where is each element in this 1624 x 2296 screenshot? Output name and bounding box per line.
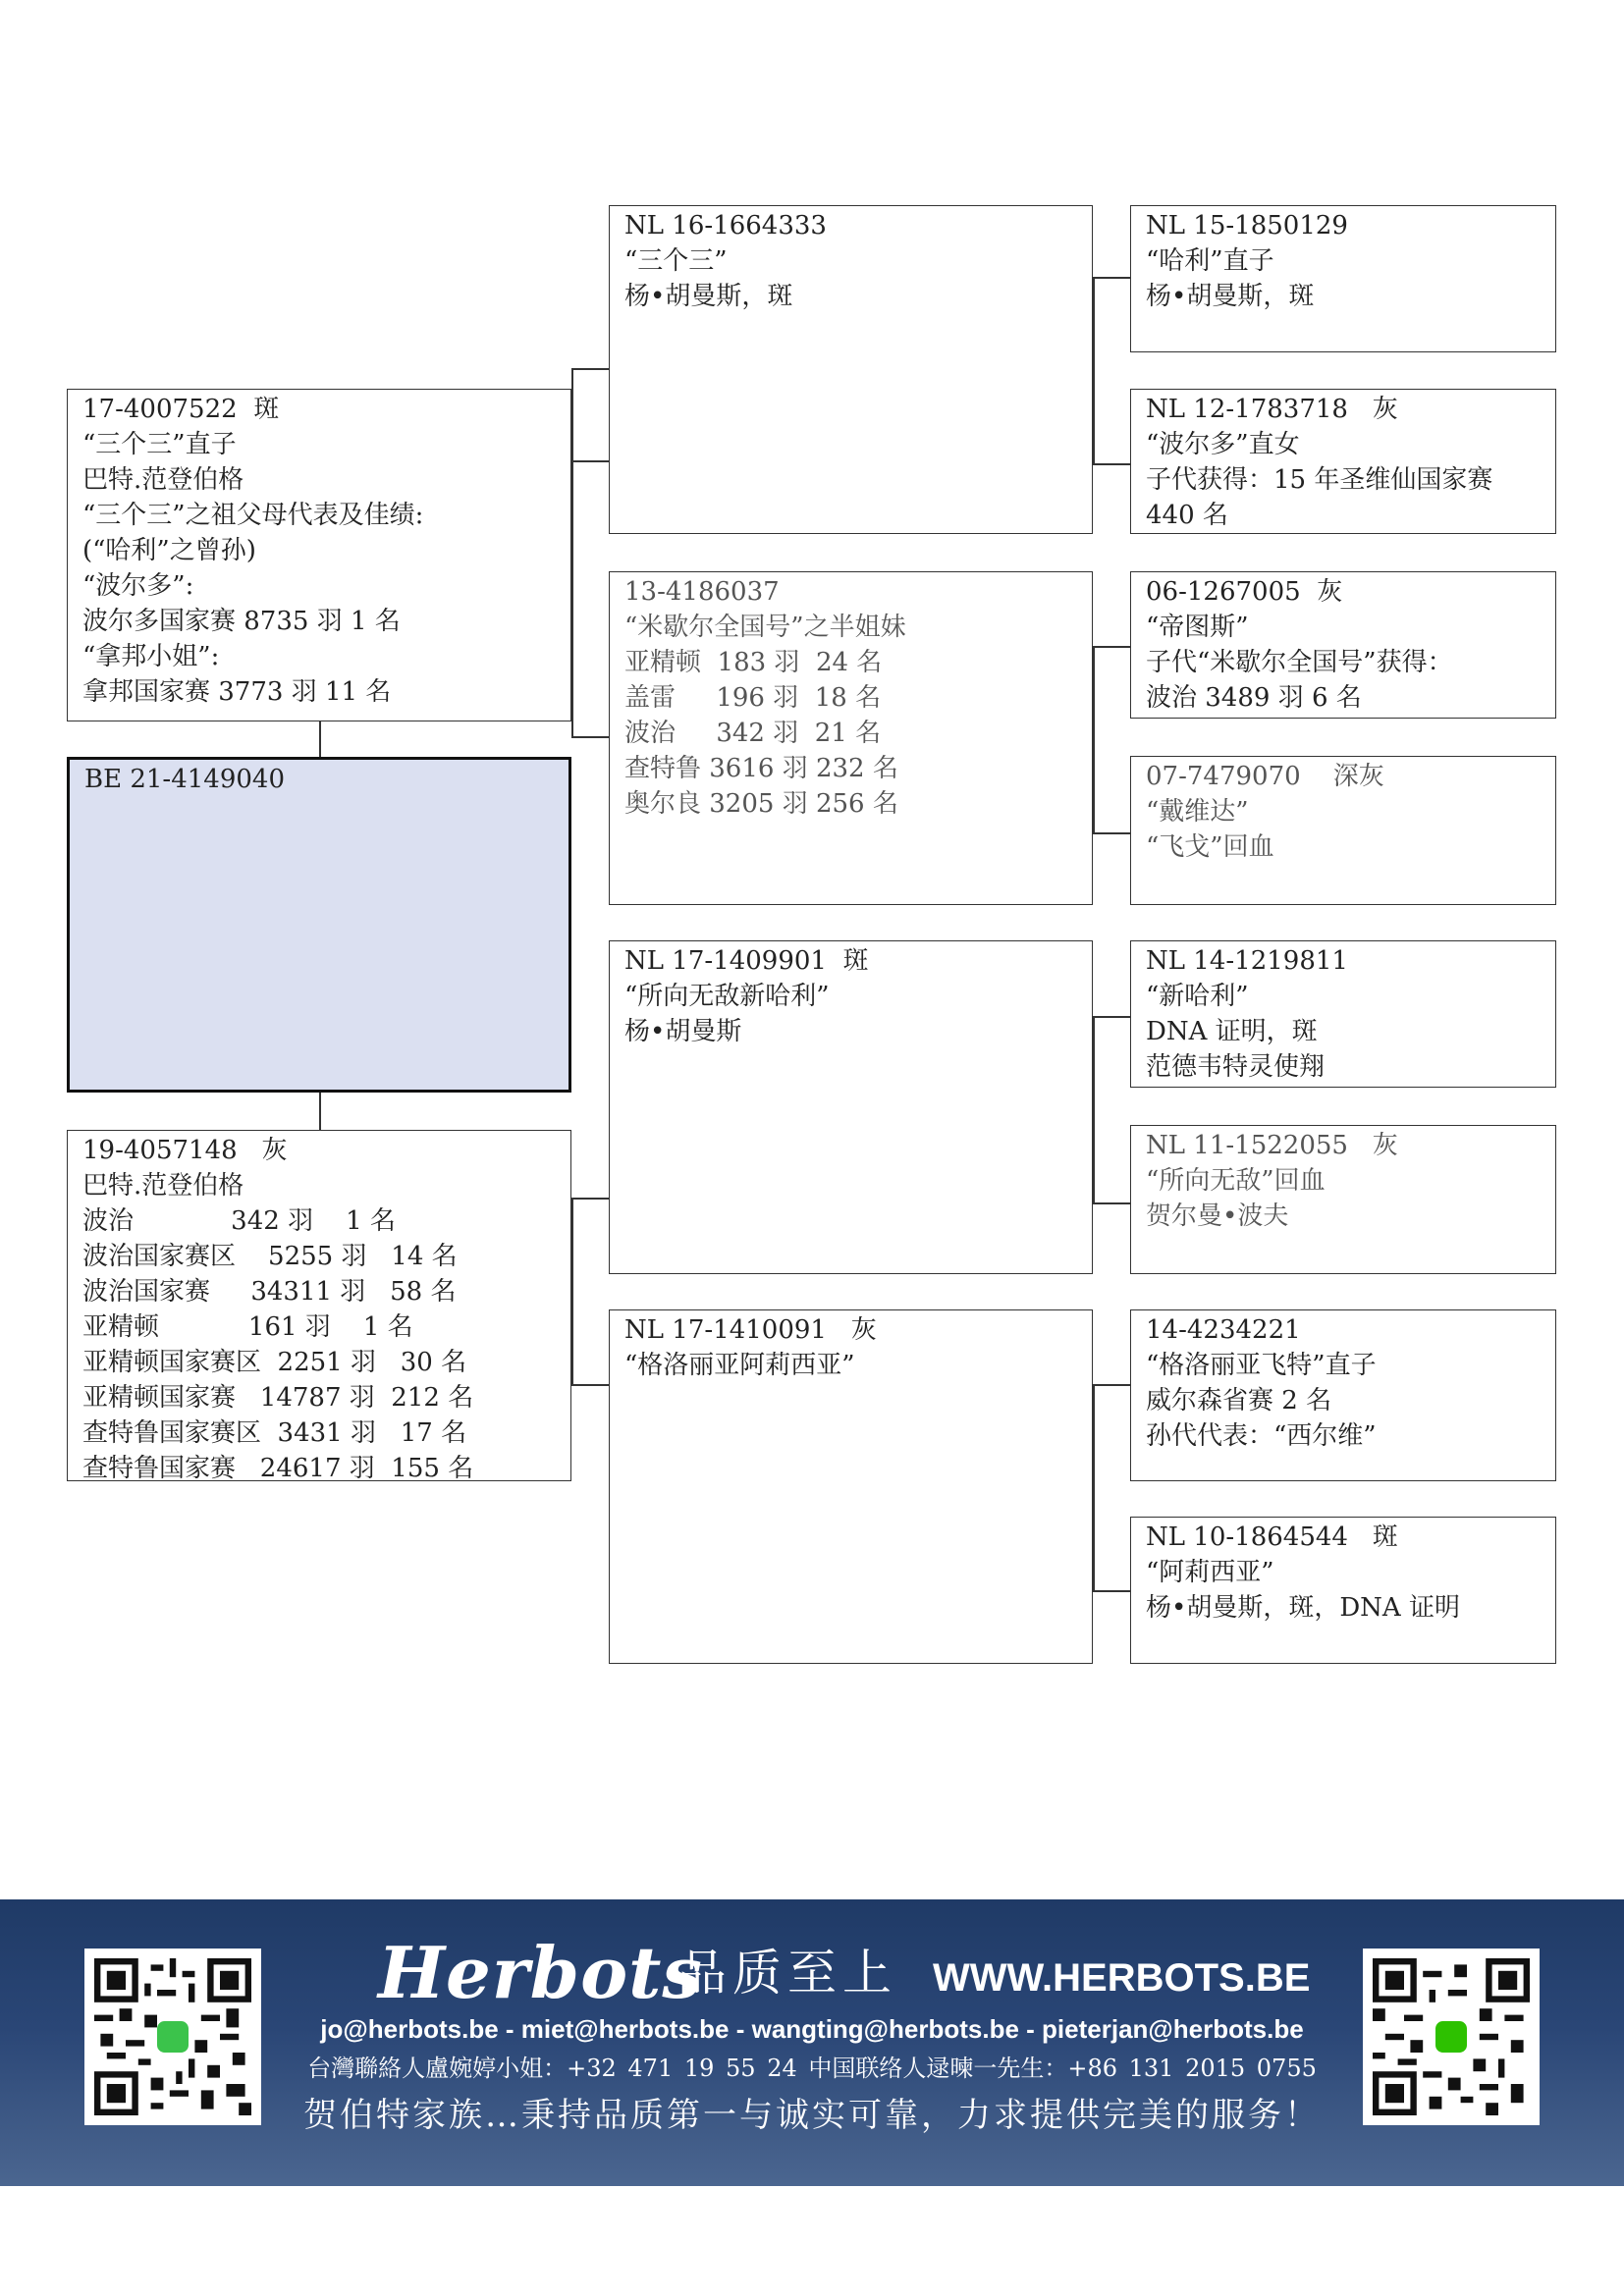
pedigree-line: 波治 342 羽 21 名 <box>624 719 882 748</box>
pedigree-line: “格洛丽亚飞特”直子 <box>1146 1351 1377 1380</box>
sds-box <box>1130 571 1556 719</box>
connector <box>319 1093 321 1130</box>
pedigree-line: 波治 3489 羽 6 名 <box>1146 683 1362 713</box>
dsd-box <box>1130 1125 1556 1274</box>
pedigree-line: “波尔多”: <box>82 571 194 601</box>
sire-box <box>67 389 571 721</box>
pedigree-line: NL 11-1522055 灰 <box>1146 1131 1398 1160</box>
connector <box>571 368 609 370</box>
tagline: 贺伯特家族…秉持品质第一与诚实可靠，力求提供完美的服务！ <box>303 2096 1321 2135</box>
footer-banner <box>0 1899 1624 2186</box>
connector <box>1093 1590 1130 1592</box>
dss-box <box>1130 940 1556 1088</box>
pedigree-line: 19-4057148 灰 <box>82 1136 288 1165</box>
pedigree-line: “新哈利” <box>1146 982 1249 1011</box>
connector <box>571 1198 609 1200</box>
pedigree-line: NL 17-1410091 灰 <box>624 1315 877 1345</box>
pedigree-line: NL 10-1864544 斑 <box>1146 1522 1398 1552</box>
connector <box>571 736 609 738</box>
connector <box>1093 1016 1130 1018</box>
connector <box>1093 1016 1095 1202</box>
connector <box>1093 1384 1095 1590</box>
ssd-box <box>1130 389 1556 534</box>
pedigree-line: 盖雷 196 羽 18 名 <box>624 683 882 713</box>
pedigree-line: DNA 证明，斑 <box>1146 1017 1318 1046</box>
pedigree-line: 查特鲁 3616 羽 232 名 <box>624 754 898 783</box>
dam-box <box>67 1130 571 1481</box>
sss-box <box>1130 205 1556 352</box>
sire-dam-box <box>609 571 1093 905</box>
subject-box <box>67 757 571 1093</box>
pedigree-line: “飞戈”回血 <box>1146 832 1274 862</box>
connector <box>571 1384 609 1386</box>
pedigree-line: 查特鲁国家赛 24617 羽 155 名 <box>82 1454 474 1481</box>
connector <box>1093 463 1130 465</box>
connector <box>1093 1202 1130 1204</box>
dds-box <box>1130 1309 1556 1481</box>
pedigree-line: NL 12-1783718 灰 <box>1146 395 1398 424</box>
pedigree-line: NL 15-1850129 <box>1146 211 1348 240</box>
pedigree-line: 14-4234221 <box>1146 1315 1301 1345</box>
pedigree-line: (“哈利”之曾孙) <box>82 536 256 565</box>
pedigree-line: “三个三”之祖父母代表及佳绩: <box>82 501 424 530</box>
brand-row <box>378 1931 1311 2014</box>
pedigree-line: 亚精顿 183 羽 24 名 <box>624 648 883 677</box>
pedigree-line: 13-4186037 <box>624 577 780 607</box>
pedigree-line: 杨•胡曼斯 <box>624 1017 742 1046</box>
pedigree-line: 07-7479070 深灰 <box>1146 762 1384 791</box>
contact-info: 台灣聯絡人盧婉婷小姐：+32 471 19 55 24 中国联络人逯暕一先生：+86 131 2015 0755 <box>307 2055 1317 2082</box>
pedigree-line: 17-4007522 斑 <box>82 395 280 424</box>
connector <box>571 460 609 462</box>
pedigree-line: “拿邦小姐”: <box>82 642 220 671</box>
dam-sire-box <box>609 940 1093 1274</box>
connector <box>1093 646 1095 832</box>
pedigree-line: “阿莉西亚” <box>1146 1558 1274 1587</box>
pedigree-line: 06-1267005 灰 <box>1146 577 1343 607</box>
slogan: 品质至上 <box>677 1945 897 2002</box>
pedigree-line: 查特鲁国家赛区 3431 羽 17 名 <box>82 1418 467 1448</box>
pedigree-line: 巴特.范登伯格 <box>82 1171 244 1201</box>
pedigree-line: “哈利”直子 <box>1146 246 1274 276</box>
website-link[interactable]: WWW.HERBOTS.BE <box>933 1956 1311 2000</box>
pedigree-line: 巴特.范登伯格 <box>82 465 244 495</box>
sdd-box <box>1130 756 1556 905</box>
pedigree-line: 拿邦国家赛 3773 羽 11 名 <box>82 677 392 707</box>
pedigree-line: 范德韦特灵使翔 <box>1146 1052 1326 1082</box>
pedigree-line: 子代“米歇尔全国号”获得： <box>1146 648 1453 677</box>
pedigree-line: 贺尔曼•波夫 <box>1146 1201 1289 1231</box>
ddd-box <box>1130 1517 1556 1664</box>
pedigree-line: NL 14-1219811 <box>1146 946 1348 976</box>
pedigree-line: 440 名 <box>1146 501 1228 530</box>
pedigree-line: “戴维达” <box>1146 797 1249 827</box>
pedigree-line: 孙代代表：“西尔维” <box>1146 1421 1377 1451</box>
pedigree-line: 威尔森省赛 2 名 <box>1146 1386 1332 1415</box>
pedigree-line: 奥尔良 3205 羽 256 名 <box>624 789 898 819</box>
sire-sire-box <box>609 205 1093 534</box>
pedigree-line: 子代获得：15 年圣维仙国家赛 <box>1146 465 1493 495</box>
connector <box>571 1198 573 1384</box>
connector <box>1093 277 1130 279</box>
connector <box>319 721 321 759</box>
pedigree-line: 杨•胡曼斯，斑 <box>624 282 793 311</box>
pedigree-line: “帝图斯” <box>1146 613 1249 642</box>
dam-dam-box <box>609 1309 1093 1664</box>
pedigree-line: 波治国家赛 34311 羽 58 名 <box>82 1277 457 1307</box>
subject-ring: BE 21-4149040 <box>84 765 286 794</box>
connector <box>571 368 573 736</box>
pedigree-line: 杨•胡曼斯，斑 <box>1146 282 1315 311</box>
pedigree-line: 杨•胡曼斯，斑，DNA 证明 <box>1146 1593 1460 1623</box>
pedigree-line: NL 16-1664333 <box>624 211 827 240</box>
pedigree-line: “米歇尔全国号”之半姐妹 <box>624 613 906 642</box>
pedigree-line: 波尔多国家赛 8735 羽 1 名 <box>82 607 401 636</box>
pedigree-line: 亚精顿国家赛区 2251 羽 30 名 <box>82 1348 467 1377</box>
connector <box>1093 277 1095 463</box>
pedigree-line: “所向无敌”回血 <box>1146 1166 1326 1196</box>
connector <box>1093 1384 1130 1386</box>
pedigree-line: “三个三” <box>624 246 728 276</box>
pedigree-line: NL 17-1409901 斑 <box>624 946 869 976</box>
pedigree-line: 亚精顿 161 羽 1 名 <box>82 1312 413 1342</box>
herbots-logo: Herbots <box>378 1931 703 2014</box>
connector <box>1093 832 1130 834</box>
pedigree-line: 波治 342 羽 1 名 <box>82 1206 396 1236</box>
pedigree-line: “格洛丽亚阿莉西亚” <box>624 1351 855 1380</box>
pedigree-line: 亚精顿国家赛 14787 羽 212 名 <box>82 1383 474 1413</box>
pedigree-line: 波治国家赛区 5255 羽 14 名 <box>82 1242 458 1271</box>
email-list[interactable]: jo@herbots.be - miet@herbots.be - wangting@herbots.be - pieterjan@herbots.be <box>320 2014 1304 2044</box>
pedigree-line: “所向无敌新哈利” <box>624 982 830 1011</box>
pedigree-line: “三个三”直子 <box>82 430 237 459</box>
connector <box>1093 646 1130 648</box>
pedigree-line: “波尔多”直女 <box>1146 430 1300 459</box>
